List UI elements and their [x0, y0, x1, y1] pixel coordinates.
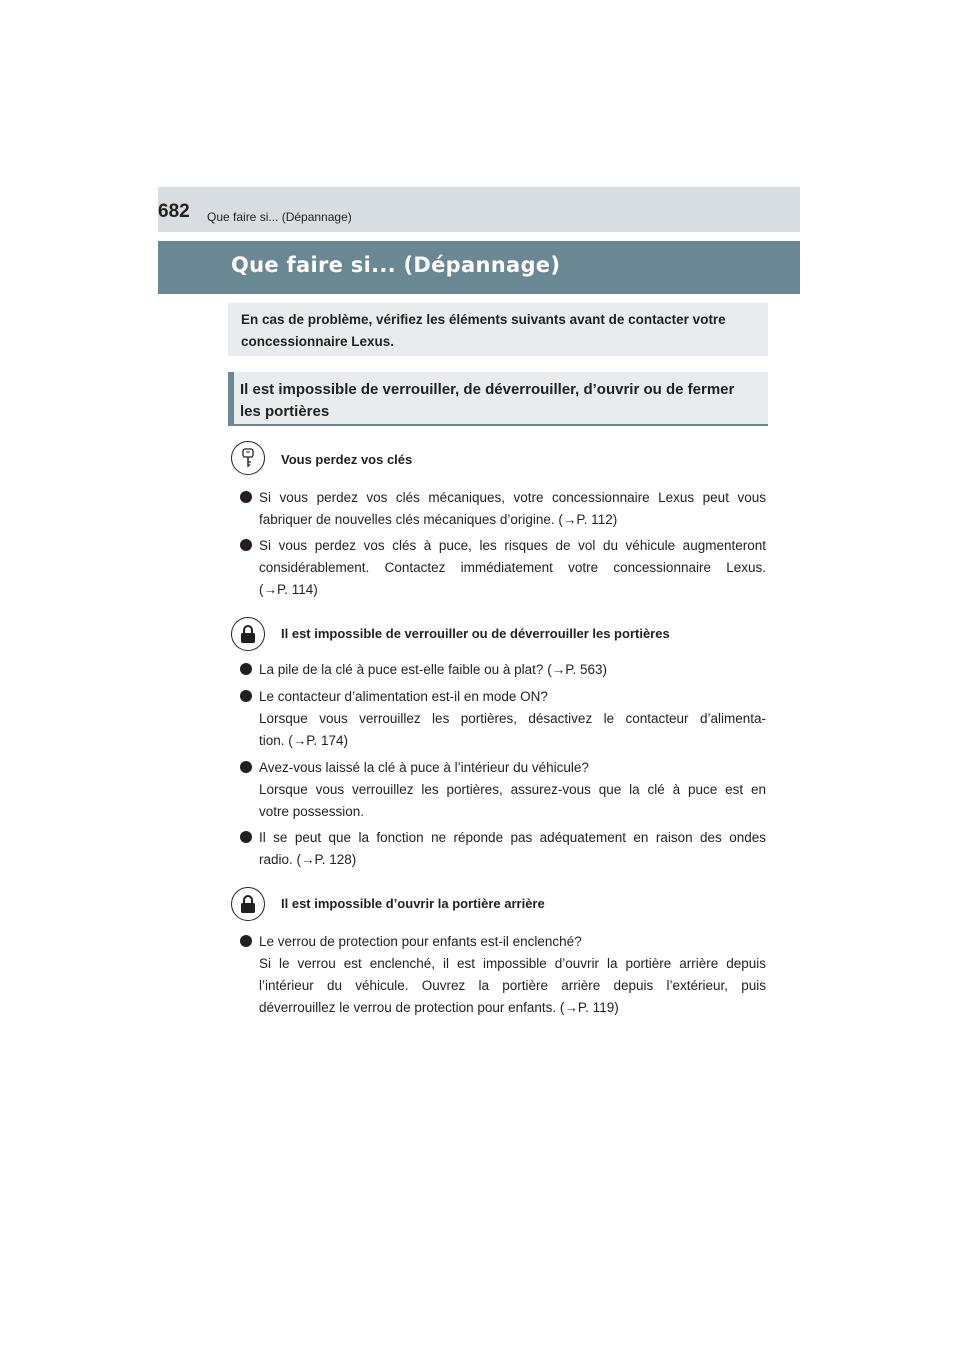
bullet-line: La pile de la clé à puce est-elle faible ou à plat? (→P. 563) — [259, 662, 607, 677]
bullet-line: Il se peut que la fonction ne réponde pas adéquatement en raison des ondes — [259, 830, 766, 845]
page-header — [158, 187, 800, 232]
chapter-banner — [158, 241, 800, 294]
chapter-title: Que faire si... (Dépannage) — [231, 253, 561, 277]
section-heading-line: les portières — [240, 403, 330, 420]
key-icon — [231, 441, 265, 475]
bullet-dot — [240, 690, 252, 702]
section-heading — [228, 372, 768, 426]
bullet-line: considérablement. Contactez immédiatement votre concessionnaire Lexus. — [259, 560, 766, 575]
intro-line: En cas de problème, vérifiez les éléments suivants avant de contacter votre — [241, 312, 726, 327]
bullet-dot — [240, 539, 252, 551]
bullet-dot — [240, 491, 252, 503]
list-item — [240, 487, 766, 531]
list-item — [240, 931, 766, 1019]
subsection-title: Vous perdez vos clés — [281, 452, 413, 467]
bullet-line: tion. (→P. 174) — [259, 733, 349, 748]
padlock-icon — [231, 617, 265, 651]
list-item — [240, 686, 766, 752]
bullet-line: radio. (→P. 128) — [259, 852, 357, 867]
bullet-line: votre possession. — [259, 804, 365, 819]
list-item — [240, 659, 766, 681]
list-item — [240, 535, 766, 601]
bullet-dot — [240, 663, 252, 675]
bullet-line: (→P. 114) — [259, 582, 318, 597]
section-heading-text — [240, 379, 766, 423]
intro-box — [228, 303, 768, 356]
section-heading-line: Il est impossible de verrouiller, de déverrouiller, d’ouvrir ou de fermer — [240, 381, 735, 398]
intro-text — [241, 309, 761, 353]
bullet-line: déverrouillez le verrou de protection pour enfants. (→P. 119) — [259, 1000, 619, 1015]
bullet-dot — [240, 831, 252, 843]
header-title: Que faire si... (Dépannage) — [207, 210, 352, 224]
subsection-title: Il est impossible de verrouiller ou de déverrouiller les portières — [281, 626, 670, 641]
list-item — [240, 757, 766, 823]
bullet-line: l’intérieur du véhicule. Ouvrez la portière arrière depuis l’extérieur, puis — [259, 978, 766, 993]
bullet-line: Avez-vous laissé la clé à puce à l’intérieur du véhicule? — [259, 760, 589, 775]
bullet-line: Lorsque vous verrouillez les portières, désactivez le contacteur d’alimenta- — [259, 711, 766, 726]
bullet-line: Si vous perdez vos clés à puce, les risques de vol du véhicule augmenteront — [259, 538, 766, 553]
bullet-line: Si le verrou est enclenché, il est impossible d’ouvrir la portière arrière depuis — [259, 956, 766, 971]
bullet-line: Si vous perdez vos clés mécaniques, votre concessionnaire Lexus peut vous — [259, 490, 766, 505]
bullet-line: fabriquer de nouvelles clés mécaniques d’origine. (→P. 112) — [259, 512, 618, 527]
list-item — [240, 827, 766, 871]
bullet-dot — [240, 761, 252, 773]
bullet-line: Lorsque vous verrouillez les portières, assurez-vous que la clé à puce est en — [259, 782, 766, 797]
bullet-line: Le contacteur d’alimentation est-il en mode ON? — [259, 689, 548, 704]
padlock-icon — [231, 887, 265, 921]
bullet-dot — [240, 935, 252, 947]
intro-line: concessionnaire Lexus. — [241, 334, 395, 349]
subsection-title: Il est impossible d’ouvrir la portière arrière — [281, 896, 545, 911]
bullet-line: Le verrou de protection pour enfants est-il enclenché? — [259, 934, 582, 949]
page-number: 682 — [158, 201, 190, 222]
